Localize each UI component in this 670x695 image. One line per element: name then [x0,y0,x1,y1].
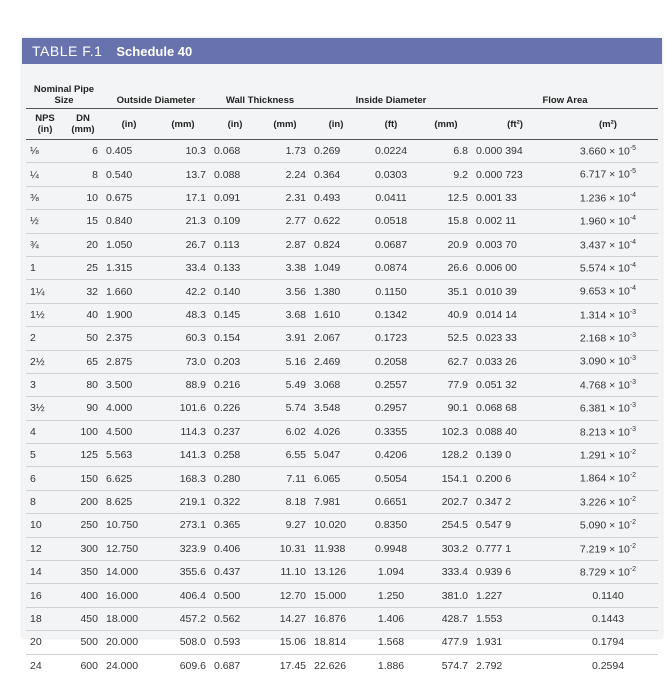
table-cell: 0.5054 [362,467,420,490]
table-cell: 15.000 [310,584,362,607]
table-cell: 0.2557 [362,373,420,396]
table-row [26,303,658,326]
table-cell: 406.4 [156,584,210,607]
table-cell: 1.049 [310,256,362,279]
table-cell: 254.5 [420,514,472,537]
table-cell: 0.237 [210,420,260,443]
table-cell: 0.002 11 [472,210,558,233]
table-cell: 1.660 [102,280,156,303]
table-row [26,397,658,420]
table-cell: 10.3 [185,145,206,158]
table-cell: 0.216 [210,373,260,396]
table-cell: 355.6 [156,561,210,584]
table-cell: 20.000 [102,631,156,654]
table-row [26,186,658,209]
table-cell: 0.687 [210,654,260,677]
table-cell: 60.3 [156,327,210,350]
table-cell: $5.090 \times 10^{-2}$ [558,514,658,537]
table-cell: 128.2 [420,444,472,467]
table-cell: 1.227 [472,584,558,607]
table-cell: 0.2058 [362,350,420,373]
table-cell: 574.7 [420,654,472,677]
table-cell: 16 [26,584,64,607]
table-cell: 3.68 [260,303,310,326]
table-cell: 18.814 [310,631,362,654]
table-cell: 65 [64,350,102,373]
unit-header-row [26,109,658,140]
table-cell: 1.886 [362,654,420,677]
table-cell: 477.9 [420,631,472,654]
table-cell: 0.347 2 [472,490,558,513]
table-cell: 52.5 [420,327,472,350]
table-cell: 42.2 [156,280,210,303]
table-cell: 2.24 [260,163,310,186]
table-cell: 3.38 [260,256,310,279]
table-row [26,420,658,443]
table-row [26,140,658,163]
table-cell: 73.0 [156,350,210,373]
table-cell: 32 [64,280,102,303]
table-cell: 4.000 [102,397,156,420]
table-cell: 18.000 [102,607,156,630]
table-cell: 6.02 [260,420,310,443]
table-cell: 50 [64,327,102,350]
table-cell: 400 [64,584,102,607]
table-cell: 0.000 394 [476,145,523,158]
table-cell: $6.381 \times 10^{-3}$ [558,397,658,420]
table-cell: 0.139 0 [472,444,558,467]
table-cell: 1.568 [362,631,420,654]
table-cell: 0.0687 [362,233,420,256]
table-cell: 1.931 [472,631,558,654]
table-cell: 5.047 [310,444,362,467]
table-cell: 15.8 [420,210,472,233]
table-row [26,561,658,584]
table-row [26,654,658,677]
schedule-40-table [26,68,658,677]
header-wall-thickness: Wall Thickness [210,68,310,109]
table-cell: 0.226 [210,397,260,420]
table-cell: 0.405 [106,145,133,158]
table-cell: $1.960 \times 10^{-4}$ [558,210,658,233]
table-cell: 2.469 [310,350,362,373]
table-cell: 381.0 [420,584,472,607]
table-cell: 0.269 [314,145,341,158]
table-cell: 0.8350 [362,514,420,537]
table-cell: 77.9 [420,373,472,396]
table-cell: 18 [26,607,64,630]
table-cell: 6.8 [453,145,468,158]
table-cell: 0.200 6 [472,467,558,490]
table-cell: 0.540 [102,163,156,186]
table-row [26,327,658,350]
table-cell: 5.74 [260,397,310,420]
table-cell: 13.7 [156,163,210,186]
table-cell: 1¼ [26,280,64,303]
table-cell: 10.750 [102,514,156,537]
table-cell: 0.840 [102,210,156,233]
table-cell: 0.068 [214,145,241,158]
table-cell: 35.1 [420,280,472,303]
table-cell: 0.547 9 [472,514,558,537]
table-cell: 0.033 26 [472,350,558,373]
table-cell: 2.87 [260,233,310,256]
table-cell: 273.1 [156,514,210,537]
table-cell: 1 [26,256,64,279]
table-cell: 22.626 [310,654,362,677]
table-cell: 21.3 [156,210,210,233]
table-row [26,210,658,233]
table-cell: 0.2594 [558,654,658,677]
table-cell: $3.226 \times 10^{-2}$ [558,490,658,513]
column-header: (mm) [260,109,310,140]
table-cell: 125 [64,444,102,467]
table-cell: 2 [26,327,64,350]
table-cell: ½ [26,210,64,233]
table-cell: $4.768 \times 10^{-3}$ [558,373,658,396]
table-cell: 8.625 [102,490,156,513]
table-cell: 0.493 [310,186,362,209]
table-cell: 5 [26,444,64,467]
table-cell: 0.0303 [362,163,420,186]
table-cell: 0.322 [210,490,260,513]
table-cell: 0.562 [210,607,260,630]
table-cell: 5.16 [260,350,310,373]
table-cell: 0.010 39 [472,280,558,303]
table-cell: 102.3 [420,420,472,443]
table-cell: $3.437 \times 10^{-4}$ [558,233,658,256]
table-cell: 428.7 [420,607,472,630]
table-cell: ⅛ [30,145,39,158]
table-cell: 80 [64,373,102,396]
table-cell: 9.27 [260,514,310,537]
table-cell: 3.91 [260,327,310,350]
table-row [26,233,658,256]
table-cell: 303.2 [420,537,472,560]
table-cell: 6.625 [102,467,156,490]
table-cell: 7.981 [310,490,362,513]
table-cell: 0.113 [210,233,260,256]
table-cell: $3.660 \times 10^{-5}$ [579,144,637,158]
table-cell: 4.026 [310,420,362,443]
table-cell: 24.000 [102,654,156,677]
table-cell: $1.314 \times 10^{-3}$ [558,303,658,326]
table-cell: 150 [64,467,102,490]
table-cell: 141.3 [156,444,210,467]
table-cell: 300 [64,537,102,560]
table-cell: 1½ [26,303,64,326]
table-cell: ⅜ [26,186,64,209]
column-header: NPS (in) [26,109,64,140]
table-cell: 40 [64,303,102,326]
table-cell: 0.280 [210,467,260,490]
table-cell: 24 [26,654,64,677]
table-cell: 0.088 [210,163,260,186]
table-cell: $3.090 \times 10^{-3}$ [558,350,658,373]
header-outside-diameter: Outside Diameter [102,68,210,109]
table-cell: 323.9 [156,537,210,560]
table-cell: 0.001 33 [472,186,558,209]
table-cell: 0.154 [210,327,260,350]
table-cell: 0.3355 [362,420,420,443]
table-row [26,256,658,279]
table-row [26,280,658,303]
table-title: Schedule 40 [116,43,193,59]
table-cell: 0.6651 [362,490,420,513]
table-cell: 1.900 [102,303,156,326]
table-cell: 3.56 [260,280,310,303]
column-header: (in) [210,109,260,140]
table-cell: 0.500 [210,584,260,607]
table-cell: 6 [26,467,64,490]
table-cell: 14.000 [102,561,156,584]
table-cell: 0.939 6 [472,561,558,584]
table-cell: 154.1 [420,467,472,490]
table-cell: 6 [92,145,98,158]
table-cell: 600 [64,654,102,677]
table-cell: 0.1342 [362,303,420,326]
table-cell: 8 [26,490,64,513]
table-cell: 202.7 [420,490,472,513]
table-cell: $1.864 \times 10^{-2}$ [558,467,658,490]
table-cell: 0.675 [102,186,156,209]
column-header: DN (mm) [64,109,102,140]
table-cell: 0.1150 [362,280,420,303]
table-cell: 0.003 70 [472,233,558,256]
table-cell: 0.824 [310,233,362,256]
table-cell: 0.1443 [558,607,658,630]
table-cell: 0.593 [210,631,260,654]
table-cell: $5.574 \times 10^{-4}$ [558,256,658,279]
table-cell: 62.7 [420,350,472,373]
table-cell: 0.9948 [362,537,420,560]
table-cell: 9.2 [420,163,472,186]
table-cell: 2.792 [472,654,558,677]
table-cell: $1.236 \times 10^{-4}$ [558,186,658,209]
table-cell: 8 [64,163,102,186]
table-row [26,444,658,467]
table-cell: 200 [64,490,102,513]
table-cell: 101.6 [156,397,210,420]
table-cell: 17.1 [156,186,210,209]
table-title-bar [22,38,662,64]
table-cell: 0.1140 [558,584,658,607]
table-sheet [22,38,662,672]
table-cell: 0.006 00 [472,256,558,279]
column-header: (mm) [420,109,472,140]
table-cell: 0.437 [210,561,260,584]
table-row [26,467,658,490]
table-cell: 2.375 [102,327,156,350]
table-cell: 88.9 [156,373,210,396]
table-cell: 0.014 14 [472,303,558,326]
table-cell: 0.0874 [362,256,420,279]
table-cell: 0.088 40 [472,420,558,443]
table-cell: 1.73 [285,145,306,158]
table-cell: 1.610 [310,303,362,326]
table-cell: 48.3 [156,303,210,326]
table-cell: 219.1 [156,490,210,513]
table-cell: 10.020 [310,514,362,537]
table-cell: 0.109 [210,210,260,233]
table-cell: ¾ [26,233,64,256]
table-cell: 20 [26,631,64,654]
header-nominal-pipe-size: Nominal Pipe Size [26,68,102,109]
table-row [26,350,658,373]
table-cell: 0.133 [210,256,260,279]
table-cell: 11.938 [310,537,362,560]
table-cell: 0.068 68 [472,397,558,420]
table-cell: 25 [64,256,102,279]
table-cell: 0.1794 [558,631,658,654]
table-cell: $1.291 \times 10^{-2}$ [558,444,658,467]
table-cell: 26.7 [156,233,210,256]
table-row [26,607,658,630]
table-cell: 3.068 [310,373,362,396]
table-cell: 6.55 [260,444,310,467]
column-header: (in) [102,109,156,140]
table-cell: 1.406 [362,607,420,630]
table-cell: 1.380 [310,280,362,303]
column-header: (ft) [362,109,420,140]
table-cell: 0.0411 [362,186,420,209]
table-cell: 0.406 [210,537,260,560]
table-cell: 12.750 [102,537,156,560]
table-cell: 16.876 [310,607,362,630]
table-cell: $7.219 \times 10^{-2}$ [558,537,658,560]
table-cell: 0.140 [210,280,260,303]
table-cell: 0.365 [210,514,260,537]
table-cell: 0.023 33 [472,327,558,350]
table-cell: 0.0518 [362,210,420,233]
table-cell: 0.258 [210,444,260,467]
table-cell: $9.653 \times 10^{-4}$ [558,280,658,303]
table-cell: 4.500 [102,420,156,443]
table-cell: 333.4 [420,561,472,584]
table-cell: $2.168 \times 10^{-3}$ [558,327,658,350]
table-cell: 10 [64,186,102,209]
table-cell: 13.126 [310,561,362,584]
table-row [26,537,658,560]
table-cell: 0.4206 [362,444,420,467]
table-cell: 20 [64,233,102,256]
table-cell: 12 [26,537,64,560]
table-cell: 450 [64,607,102,630]
table-cell: 90 [64,397,102,420]
table-cell: 168.3 [156,467,210,490]
table-body [26,140,658,677]
table-cell: 2½ [26,350,64,373]
table-cell: 90.1 [420,397,472,420]
table-cell: 0.051 32 [472,373,558,396]
table-row [26,631,658,654]
table-cell: 3½ [26,397,64,420]
table-cell: 5.49 [260,373,310,396]
table-cell: 500 [64,631,102,654]
table-cell: $8.729 \times 10^{-2}$ [558,561,658,584]
table-cell: 0.1723 [362,327,420,350]
table-cell: 3.548 [310,397,362,420]
table-cell: 14.27 [260,607,310,630]
table-cell: 16.000 [102,584,156,607]
table-cell: 0.203 [210,350,260,373]
table-cell: 12.5 [420,186,472,209]
table-row [26,490,658,513]
table-cell: 100 [64,420,102,443]
table-cell: 7.11 [260,467,310,490]
table-cell: 609.6 [156,654,210,677]
table-label: TABLE F.1 [32,43,103,59]
table-cell: 12.70 [260,584,310,607]
table-cell: 5.563 [102,444,156,467]
table-cell: 2.31 [260,186,310,209]
table-cell: $6.717 \times 10^{-5}$ [558,163,658,186]
table-cell: 11.10 [260,561,310,584]
table-cell: 0.2957 [362,397,420,420]
table-cell: 15 [64,210,102,233]
table-row [26,584,658,607]
table-cell: 40.9 [420,303,472,326]
table-cell: 20.9 [420,233,472,256]
table-cell: 33.4 [156,256,210,279]
column-header: (in) [310,109,362,140]
table-cell: $8.213 \times 10^{-3}$ [558,420,658,443]
table-cell: 1.315 [102,256,156,279]
column-header: (m²) [558,109,658,140]
table-cell: 114.3 [156,420,210,443]
table-cell: 8.18 [260,490,310,513]
column-header: (ft²) [472,109,558,140]
table-cell: 4 [26,420,64,443]
table-row [26,163,658,186]
table-cell: 1.050 [102,233,156,256]
table-cell: 10 [26,514,64,537]
table-cell: 1.094 [362,561,420,584]
table-cell: 26.6 [420,256,472,279]
table-cell: 0.0224 [374,145,408,158]
table-cell: 10.31 [260,537,310,560]
table-cell: 0.364 [310,163,362,186]
table-cell: 14 [26,561,64,584]
table-cell: 1.250 [362,584,420,607]
table-cell: 3.500 [102,373,156,396]
table-cell: 2.77 [260,210,310,233]
header-inside-diameter: Inside Diameter [310,68,472,109]
table-cell: 6.065 [310,467,362,490]
table-cell: 457.2 [156,607,210,630]
table-cell: 3 [26,373,64,396]
table-cell: 350 [64,561,102,584]
table-cell: 250 [64,514,102,537]
column-header: (mm) [156,109,210,140]
header-flow-area: Flow Area [472,68,658,109]
table-cell: 0.622 [310,210,362,233]
table-cell: 15.06 [260,631,310,654]
table-cell: 1.553 [472,607,558,630]
table-cell: 0.000 723 [472,163,558,186]
table-cell: 2.067 [310,327,362,350]
table-cell: 2.875 [102,350,156,373]
table-cell: 0.777 1 [472,537,558,560]
table-cell: 508.0 [156,631,210,654]
table-row [26,373,658,396]
table-cell: 17.45 [260,654,310,677]
table-row [26,514,658,537]
table-cell: 0.145 [210,303,260,326]
table-cell: ¼ [26,163,64,186]
table-cell: 0.091 [210,186,260,209]
